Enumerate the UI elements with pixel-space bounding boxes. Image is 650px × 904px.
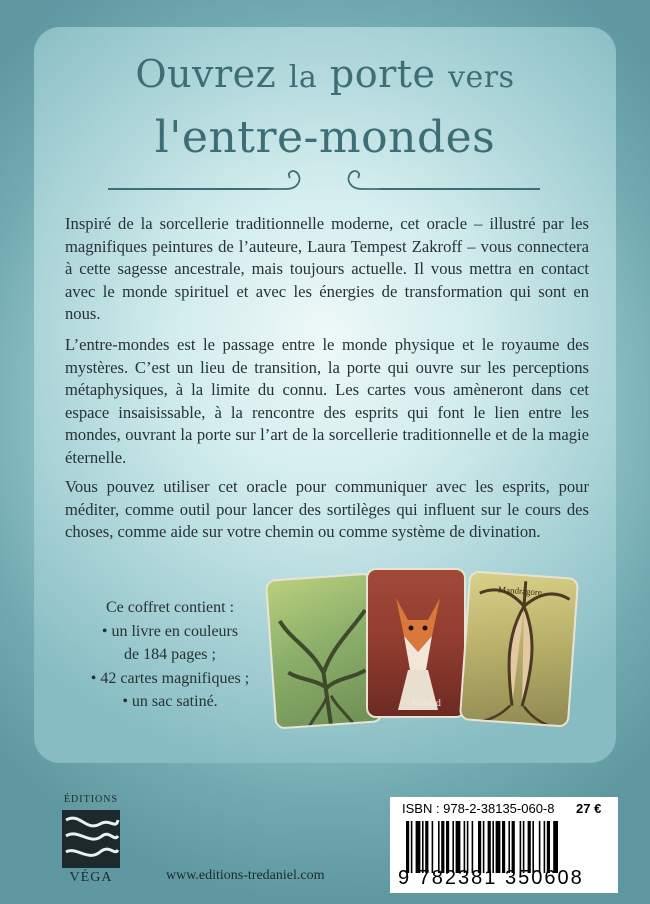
contents-item: de 184 pages ; [124, 646, 216, 663]
oracle-cards-illustration [270, 568, 590, 730]
barcode-bar [464, 821, 466, 873]
barcode-bar [416, 821, 421, 873]
barcode-bars [404, 821, 606, 873]
barcode-bar [483, 821, 485, 873]
barcode-bar [425, 821, 428, 873]
barcode-bar [411, 821, 413, 873]
barcode-digits: 9 782381 350608 [398, 867, 584, 889]
paragraph: Vous pouvez utiliser cet oracle pour communiquer avec les esprits, pour méditer, comme outil pour lancer des sortilèges qui influent sur le cours des choses, comme aide sur votre chemin ou comme système de divination. [65, 477, 589, 541]
website-url: www.editions-tredaniel.com [166, 868, 325, 883]
barcode-bar [512, 821, 515, 873]
barcode-bar [422, 821, 424, 873]
title-word: la [288, 60, 318, 95]
barcode-bar [544, 821, 546, 873]
publisher-emblem-icon [56, 810, 126, 870]
fox-art [368, 570, 466, 718]
barcode-bar [502, 821, 505, 873]
barcode-bar [547, 821, 550, 873]
barcode-block [390, 797, 618, 893]
card-fox [366, 568, 466, 718]
title-word: porte [329, 52, 436, 96]
title-rule-left [108, 188, 268, 190]
barcode-bar [438, 821, 440, 873]
barcode-bar [539, 821, 541, 873]
barcode-bar [488, 821, 491, 873]
contents-heading: Ce coffret contient : [105, 599, 235, 616]
barcode-bar [452, 821, 454, 873]
paragraph: Inspiré de la sorcellerie traditionnelle moderne, cet oracle – illustré par les magnifiques peintures de l’auteure, Laura Tempest Zakroff – vous connectera à cette sagesse ancestrale, mais toujours actuelle. Il vous mettra en contact avec le monde spirituel et avec les énergies de transformation qui sont en nous. [65, 214, 589, 323]
title-line-1 [34, 52, 616, 96]
barcode-bar [432, 821, 434, 873]
title-rule-right [380, 188, 540, 190]
barcode-bar [520, 821, 522, 873]
barcode-bar [478, 821, 481, 873]
contents-item: • un livre en couleurs [101, 622, 239, 640]
box-contents [70, 596, 270, 714]
title-word: Ouvrez [135, 52, 277, 96]
barcode-bar [532, 821, 534, 873]
title-flourish [268, 150, 380, 200]
contents-item: • un sac satiné. [122, 693, 218, 710]
card-label: Renard [412, 698, 441, 709]
card-mandrake [459, 570, 579, 727]
barcode-bar [456, 821, 461, 873]
barcode-bar [406, 821, 409, 873]
barcode-bar [553, 821, 558, 873]
barcode-bar [441, 821, 444, 873]
barcode-bar [496, 821, 501, 873]
publisher-bottom-text: VÉGA [69, 870, 113, 885]
title-word: vers [448, 60, 515, 95]
card-label: Mandragore [497, 584, 543, 598]
barcode-bar [446, 821, 449, 873]
publisher-top-text: ÉDITIONS [63, 794, 119, 805]
barcode-bar [508, 821, 510, 873]
contents-item: • 42 cartes magnifiques ; [90, 669, 250, 687]
barcode-bar [472, 821, 474, 873]
barcode-bar [492, 821, 494, 873]
publisher-logo [56, 794, 126, 884]
paragraph: L’entre-mondes est le passage entre le monde physique et le royaume des mystères. C’est un lieu de transition, la porte qui ouvre sur les perceptions métaphysiques, à la limite du connu. Les cartes vous amèneront dans cet espace insaisissable, à la rencontre des esprits qui font le lien entre les mondes, ouvrant la porte sur l’art de la sorcellerie traditionnelle et de la magie éternelle. [65, 335, 589, 467]
price-text: 27 € [576, 801, 602, 816]
isbn-text: ISBN : 978-2-38135-060-8 [402, 801, 555, 816]
barcode-bar [528, 821, 531, 873]
barcode-bar [467, 821, 469, 873]
barcode-bar [523, 821, 525, 873]
title-line-2: l'entre-mondes [154, 112, 496, 163]
